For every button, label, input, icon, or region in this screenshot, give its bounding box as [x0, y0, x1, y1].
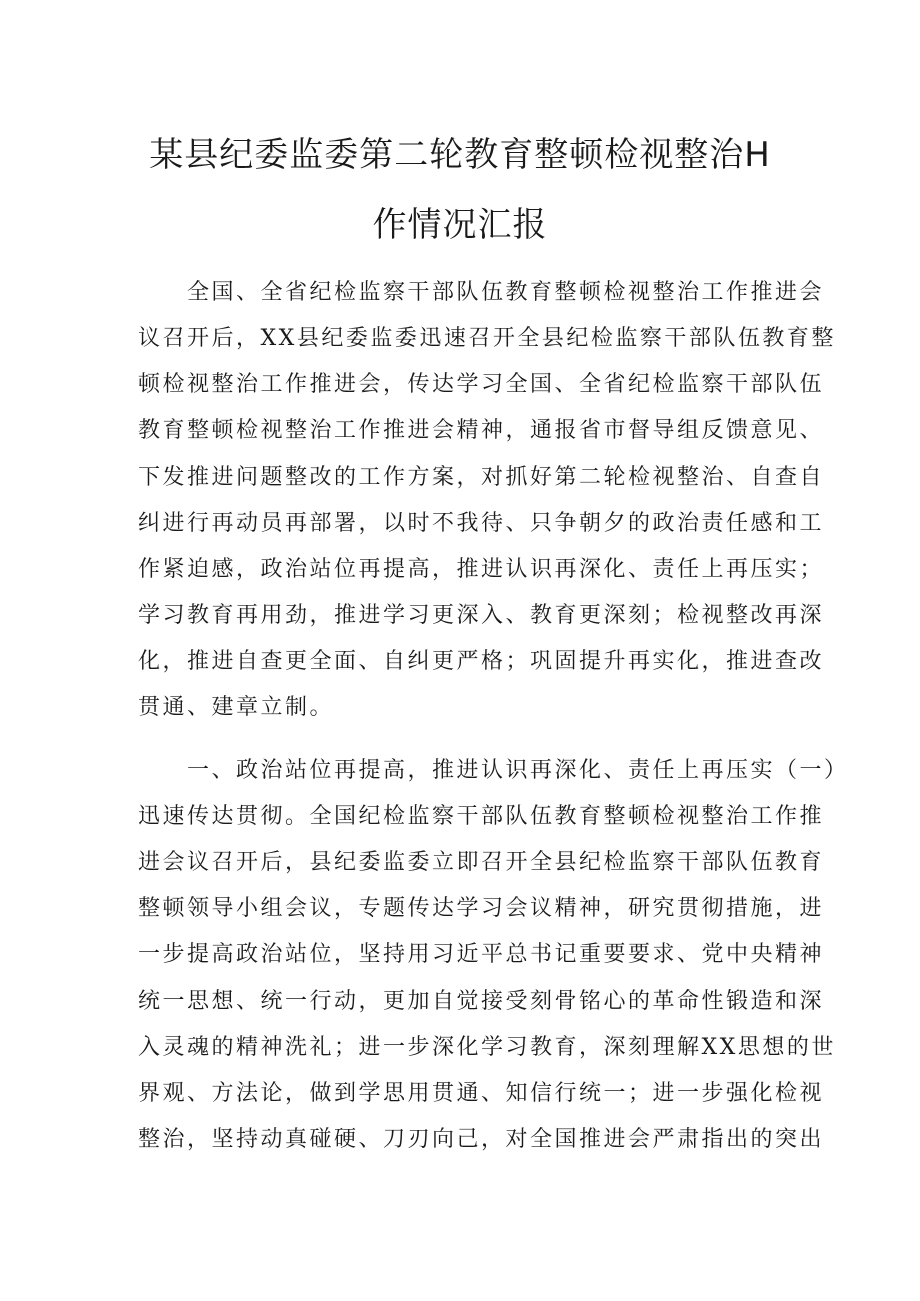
- paragraph-2-line: 界观、方法论，做到学思用贯通、知信行统一；进一步强化检视: [138, 1081, 825, 1106]
- document-title-line-1: 某县纪委监委第二轮教育整顿检视整治H: [149, 135, 771, 175]
- paragraph-2-line: 统一思想、统一行动，更加自觉接受刻骨铭心的革命性锻造和深: [138, 989, 825, 1014]
- paragraph-2-line: 进会议召开后，县纪委监委立即召开全县纪检监察干部队伍教育: [138, 850, 825, 875]
- paragraph-2-line: 一步提高政治站位，坚持用习近平总书记重要要求、党中央精神: [138, 942, 825, 967]
- paragraph-2-line: 整顿领导小组会议，专题传达学习会议精神，研究贯彻措施，进: [138, 896, 825, 921]
- document-title-line-2: 作情况汇报: [372, 205, 548, 245]
- paragraph-1-line: 议召开后，XX县纪委监委迅速召开全县纪检监察干部队伍教育整: [138, 326, 836, 351]
- paragraph-1-line: 化，推进自查更全面、自纠更严格；巩固提升再实化，推进查改: [138, 649, 825, 674]
- paragraph-2-line: 迅速传达贯彻。全国纪检监察干部队伍教育整顿检视整治工作推: [138, 804, 825, 829]
- paragraph-1-line: 贯通、建章立制。: [138, 695, 335, 720]
- paragraph-1-line: 全国、全省纪检监察干部队伍教育整顿检视整治工作推进会: [187, 280, 825, 305]
- paragraph-2-line: 一、政治站位再提高，推进认识再深化、责任上再压实（一）: [187, 758, 849, 783]
- paragraph-1-line: 教育整顿检视整治工作推进会精神，通报省市督导组反馈意见、: [138, 418, 825, 443]
- paragraph-1-line: 纠进行再动员再部署，以时不我待、只争朝夕的政治责任感和工: [138, 511, 825, 536]
- paragraph-1-line: 顿检视整治工作推进会，传达学习全国、全省纪检监察干部队伍: [138, 372, 825, 397]
- paragraph-2-line: 入灵魂的精神洗礼；进一步深化学习教育，深刻理解XX思想的世: [138, 1035, 836, 1060]
- paragraph-2-line: 整治，坚持动真碰硬、刀刃向己，对全国推进会严肃指出的突出: [138, 1127, 825, 1152]
- paragraph-1-line: 下发推进问题整改的工作方案，对抓好第二轮检视整治、自查自: [138, 465, 825, 490]
- paragraph-1-line: 学习教育再用劲，推进学习更深入、教育更深刻；检视整改再深: [138, 603, 825, 628]
- paragraph-1-line: 作紧迫感，政治站位再提高，推进认识再深化、责任上再压实；: [138, 557, 825, 582]
